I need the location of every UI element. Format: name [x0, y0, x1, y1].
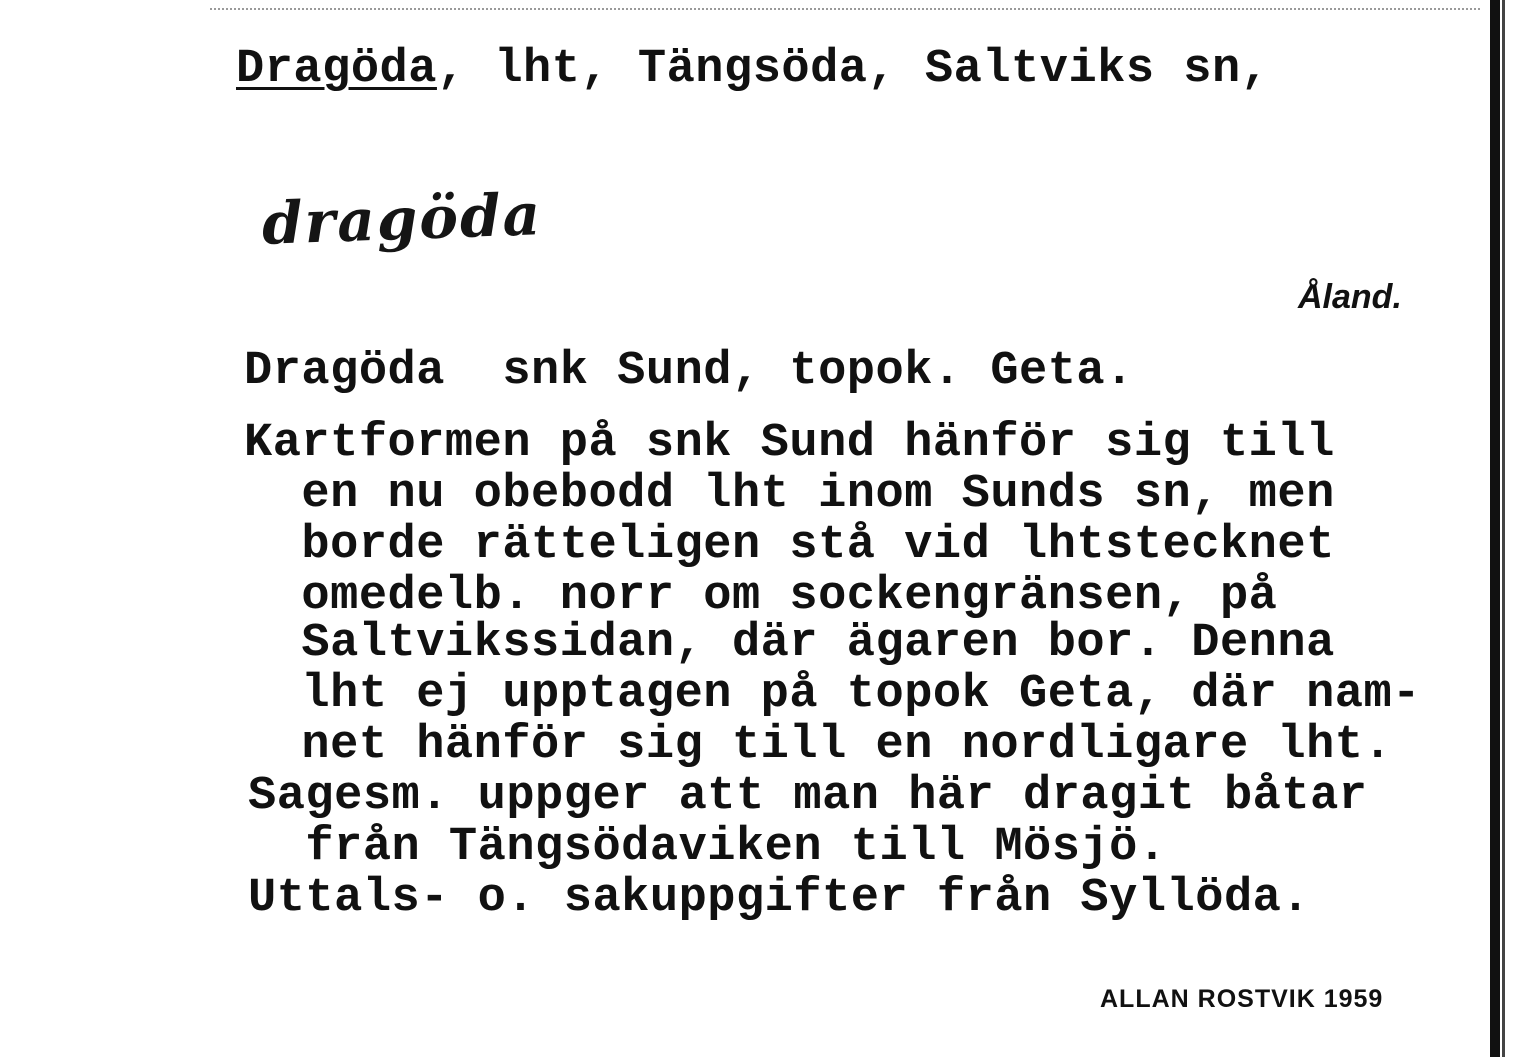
body-line-10: Uttals- o. sakuppgifter från Syllöda.	[248, 872, 1311, 925]
body-line-6: lht ej upptagen på topok Geta, där nam-	[244, 668, 1421, 721]
author-stamp: ALLAN ROSTVIK 1959	[1100, 985, 1384, 1013]
scan-top-edge	[210, 8, 1480, 10]
header-location: , lht, Tängsöda, Saltviks sn,	[436, 43, 1270, 96]
body-line-4: omedelb. norr om sockengränsen, på	[244, 570, 1278, 623]
card-header	[236, 44, 1269, 96]
handwritten-pronunciation: dragöda	[260, 180, 544, 258]
source-line: Dragöda snk Sund, topok. Geta.	[244, 345, 1134, 398]
body-line-5: Saltvikssidan, där ägaren bor. Denna	[244, 617, 1335, 670]
body-line-2: en nu obebodd lht inom Sunds sn, men	[244, 468, 1335, 521]
region-stamp: Åland.	[1298, 278, 1402, 316]
scan-right-edge-shadow	[1502, 0, 1505, 1057]
body-line-9: från Tängsödaviken till Mösjö.	[248, 821, 1167, 874]
scan-right-edge	[1490, 0, 1500, 1057]
body-line-8: Sagesm. uppger att man här dragit båtar	[248, 770, 1368, 823]
body-line-7: net hänför sig till en nordligare lht.	[244, 719, 1393, 772]
body-line-1: Kartformen på snk Sund hänför sig till	[244, 417, 1335, 470]
body-line-3: borde rätteligen stå vid lhtstecknet	[244, 519, 1335, 572]
headword: Dragöda	[236, 43, 437, 96]
